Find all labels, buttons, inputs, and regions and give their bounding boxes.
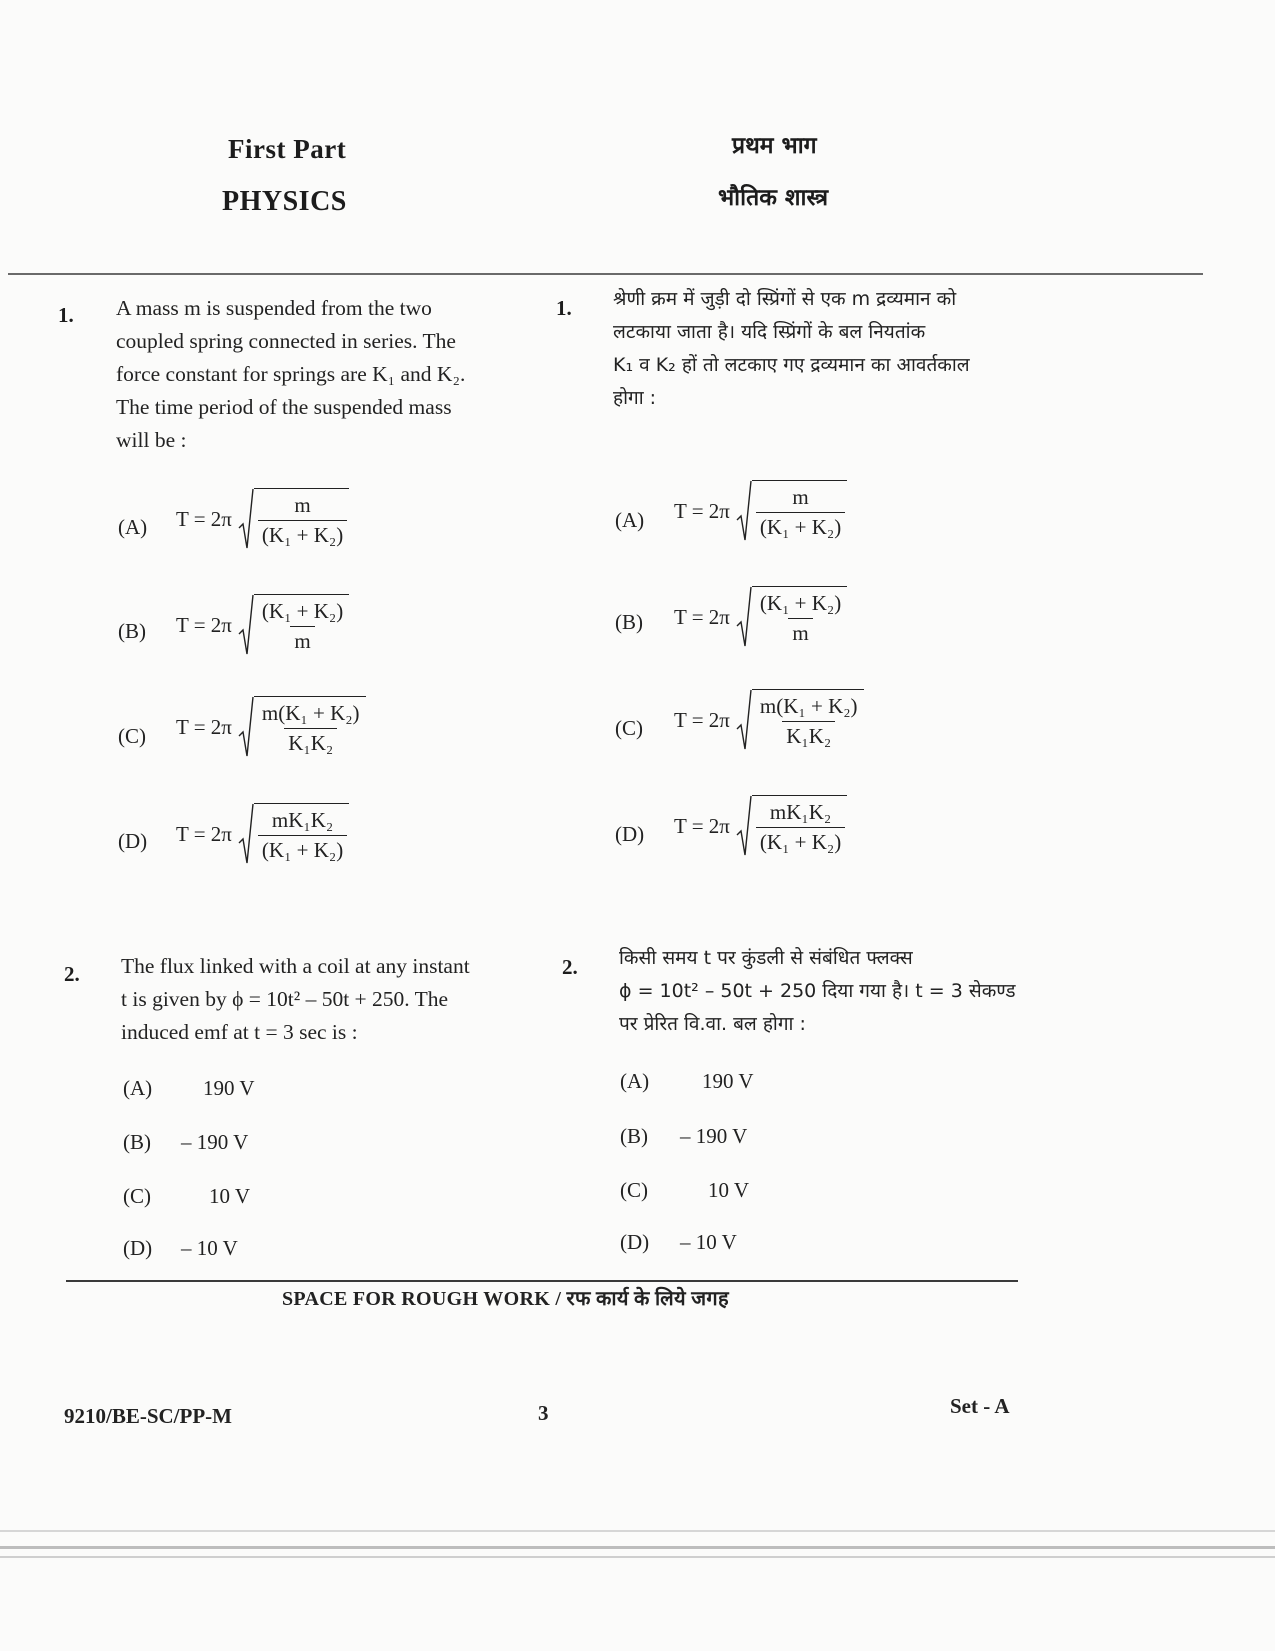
q1-number-en: 1. [58, 303, 74, 327]
q2-text-en-line: t is given by ϕ = 10t² – 50t + 250. The [121, 987, 449, 1011]
set-label: Set - A [950, 1394, 1010, 1418]
q1-option-b-formula-hi [674, 586, 847, 648]
fraction-numerator: (K₁ + K₂) [261, 599, 344, 623]
formula-lhs: T = 2π [674, 707, 730, 732]
q2-option-a-en [123, 1076, 255, 1101]
q2-option-d-en [123, 1236, 238, 1261]
q1-text-en-line: A mass m is suspended from the two [116, 296, 432, 320]
q1-text-en-line: will be : [116, 428, 187, 452]
fraction-denominator: K₁K₂ [782, 721, 835, 749]
formula-lhs: T = 2π [674, 813, 730, 838]
sqrt-sign [238, 594, 349, 656]
fraction-numerator: mK₁K₂ [769, 800, 832, 824]
option-value: – 190 V [680, 1124, 748, 1148]
part-title-hi: प्रथम भाग [732, 133, 817, 159]
option-label: (C) [620, 1178, 648, 1202]
fraction-denominator: m [788, 618, 812, 646]
fraction-denominator: (K₁ + K₂) [258, 835, 347, 863]
formula-lhs: T = 2π [176, 714, 232, 739]
option-label: (A) [620, 1069, 650, 1093]
q1-option-c-label-en: (C) [118, 724, 146, 748]
option-value: 190 V [702, 1069, 754, 1093]
q2-option-b-hi [620, 1124, 748, 1149]
q1-option-d-label-hi: (D) [615, 822, 645, 846]
fraction-numerator: (K₁ + K₂) [759, 591, 842, 615]
fraction-denominator: K₁K₂ [284, 728, 337, 756]
q1-text-hi-line: K₁ व K₂ हों तो लटकाए गए द्रव्यमान का आवर्तकाल [613, 354, 970, 376]
paper-code: 9210/BE-SC/PP-M [64, 1404, 232, 1428]
q2-text-hi [619, 942, 1039, 1041]
option-value: – 10 V [680, 1230, 737, 1254]
q1-text-hi-line: श्रेणी क्रम में जुड़ी दो स्प्रिंगों से एक m द्रव्यमान को [613, 288, 957, 310]
option-value: 190 V [203, 1076, 255, 1100]
q1-option-a-label-en: (A) [118, 515, 148, 539]
scan-edge-line [0, 1556, 1275, 1558]
fraction-numerator: m(K₁ + K₂) [261, 701, 360, 725]
q1-text-en [116, 292, 526, 457]
q2-option-a-hi [620, 1069, 754, 1094]
fraction-numerator: m [792, 485, 809, 509]
option-label: (B) [620, 1124, 648, 1148]
option-value: 10 V [708, 1178, 750, 1202]
q2-text-en-line: induced emf at t = 3 sec is : [121, 1020, 358, 1044]
option-value: 10 V [209, 1184, 251, 1208]
sqrt-sign [736, 586, 847, 648]
sqrt-sign [238, 803, 349, 865]
option-value: – 190 V [181, 1130, 249, 1154]
q2-option-b-en [123, 1130, 249, 1155]
fraction-numerator: mK₁K₂ [271, 808, 334, 832]
fraction-numerator: m [294, 493, 311, 517]
sqrt-sign [736, 795, 847, 857]
q2-text-en-line: The flux linked with a coil at any instant [121, 954, 470, 978]
sqrt-sign [238, 696, 366, 758]
page-number: 3 [538, 1401, 549, 1425]
formula-lhs: T = 2π [176, 821, 232, 846]
q1-option-d-formula-hi [674, 795, 847, 857]
subject-title-hi: भौतिक शास्त्र [718, 185, 829, 211]
scan-edge-line [0, 1530, 1275, 1532]
scan-edge-line [0, 1546, 1275, 1549]
sqrt-sign [736, 480, 847, 542]
formula-lhs: T = 2π [176, 506, 232, 531]
fraction-denominator: (K₁ + K₂) [258, 520, 347, 548]
q1-text-hi [613, 283, 1033, 415]
fraction-denominator: (K₁ + K₂) [756, 512, 845, 540]
q1-number-hi: 1. [556, 296, 572, 320]
q1-text-en-line: The time period of the suspended mass [116, 395, 452, 419]
subject-title-en: PHYSICS [222, 186, 347, 217]
q2-text-en [121, 950, 531, 1049]
header-rule [8, 273, 1203, 275]
q2-option-d-hi [620, 1230, 737, 1255]
option-label: (D) [123, 1236, 153, 1260]
option-label: (A) [123, 1076, 153, 1100]
part-title-en: First Part [228, 134, 347, 164]
q1-option-b-label-hi: (B) [615, 610, 643, 634]
q1-option-d-label-en: (D) [118, 829, 148, 853]
formula-lhs: T = 2π [674, 498, 730, 523]
q1-text-hi-line: होगा : [613, 387, 657, 409]
formula-lhs: T = 2π [674, 604, 730, 629]
formula-lhs: T = 2π [176, 612, 232, 637]
fraction-denominator: m [290, 626, 314, 654]
q1-option-d-formula-en [176, 803, 349, 865]
q1-text-en-line: coupled spring connected in series. The [116, 329, 456, 353]
sqrt-sign [736, 689, 864, 751]
fraction-denominator: (K₁ + K₂) [756, 827, 845, 855]
q1-text-hi-line: लटकाया जाता है। यदि स्प्रिंगों के बल नियतांक [613, 321, 926, 343]
q2-number-hi: 2. [562, 955, 578, 979]
q1-option-a-formula-en [176, 488, 349, 550]
q2-text-hi-line: पर प्रेरित वि.वा. बल होगा : [619, 1013, 806, 1035]
q1-option-c-formula-hi [674, 689, 864, 751]
rough-work-label: SPACE FOR ROUGH WORK / रफ कार्य के लिये जगह [282, 1288, 729, 1310]
q1-option-c-label-hi: (C) [615, 716, 643, 740]
q1-option-a-formula-hi [674, 480, 847, 542]
q1-option-c-formula-en [176, 696, 366, 758]
fraction-numerator: m(K₁ + K₂) [759, 694, 858, 718]
q1-option-b-formula-en [176, 594, 349, 656]
q1-option-b-label-en: (B) [118, 619, 146, 643]
q2-option-c-hi [620, 1178, 750, 1203]
option-label: (C) [123, 1184, 151, 1208]
option-label: (B) [123, 1130, 151, 1154]
rough-work-rule [66, 1280, 1018, 1282]
q1-option-a-label-hi: (A) [615, 508, 645, 532]
q1-text-en-line: force constant for springs are K₁ and K₂. [116, 362, 466, 386]
q2-text-hi-line: किसी समय t पर कुंडली से संबंधित फ्लक्स [619, 947, 913, 969]
q2-text-hi-line: ϕ = 10t² – 50t + 250 दिया गया है। t = 3 सेकण्ड [619, 980, 1016, 1002]
sqrt-sign [238, 488, 349, 550]
option-value: – 10 V [181, 1236, 238, 1260]
q2-option-c-en [123, 1184, 251, 1209]
option-label: (D) [620, 1230, 650, 1254]
q2-number-en: 2. [64, 962, 80, 986]
